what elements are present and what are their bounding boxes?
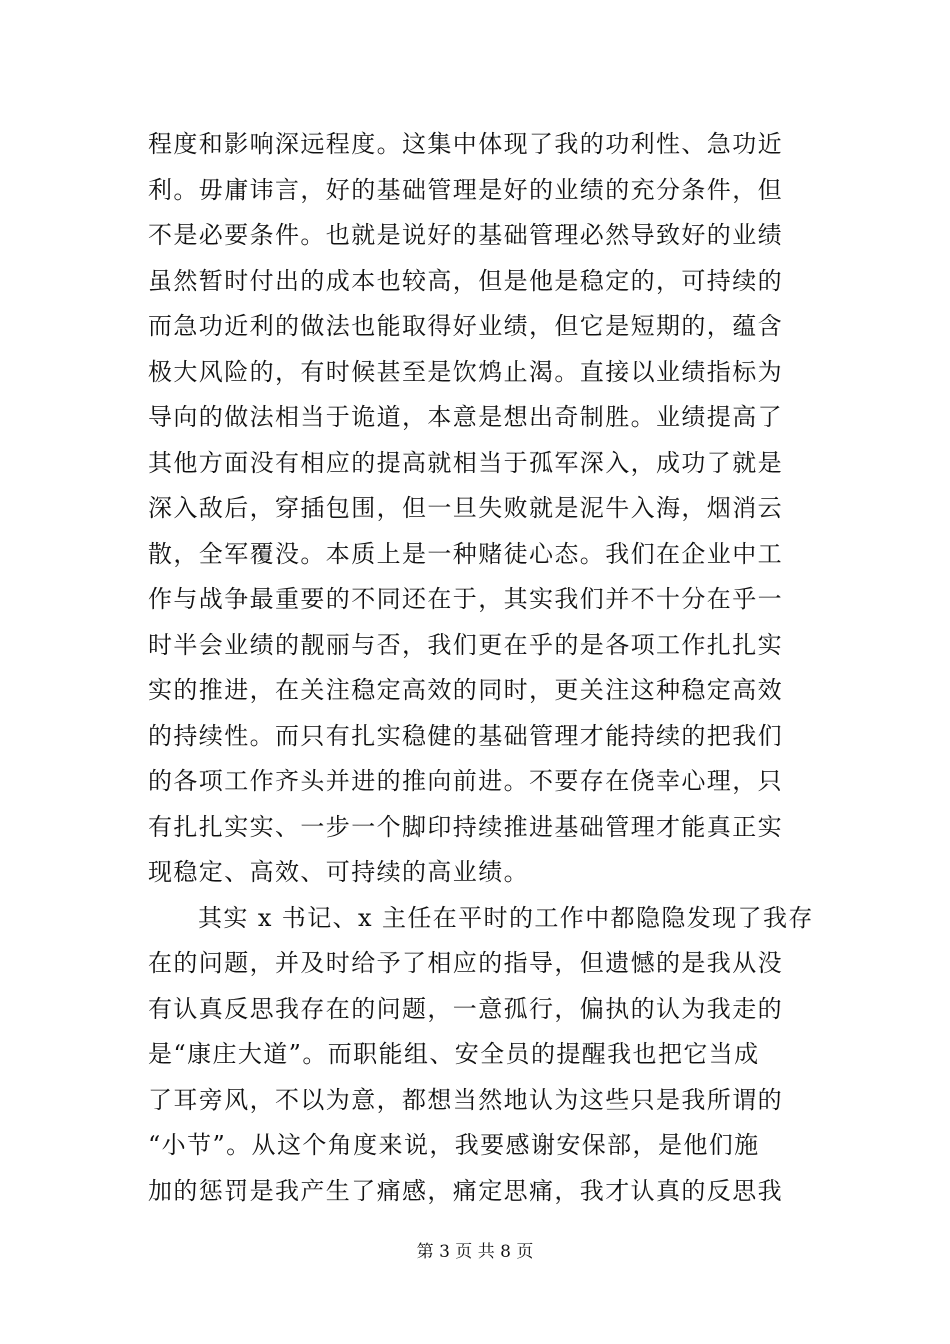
body-text: [148, 122, 814, 1214]
text-line: 程度和影响深远程度。这集中体现了我的功利性、急功近: [148, 130, 783, 158]
text-line: 的各项工作齐头并进的推向前进。不要存在侥幸心理，只: [148, 767, 783, 795]
text-line: 加的惩罚是我产生了痛感，痛定思痛，我才认真的反思我: [148, 1176, 783, 1205]
text-line: 而急功近利的做法也能取得好业绩，但它是短期的，蕴含: [148, 312, 783, 340]
text-line: 不是必要条件。也就是说好的基础管理必然导致好的业绩: [148, 221, 783, 249]
text-line: 极大风险的，有时候甚至是饮鸩止渴。直接以业绩指标为: [148, 357, 783, 386]
text-line: 实的推进，在关注稳定高效的同时，更关注这种稳定高效: [148, 676, 783, 704]
page-footer: 第 3 页 共 8 页: [416, 1242, 534, 1262]
text-line: 在的问题，并及时给予了相应的指导，但遗憾的是我从没: [148, 949, 783, 977]
text-line: 了耳旁风，不以为意，都想当然地认为这些只是我所谓的: [148, 1085, 783, 1114]
text-line: 现稳定、高效、可持续的高业绩。: [148, 858, 529, 886]
text-line: 散，全军覆没。本质上是一种赌徒心态。我们在企业中工: [148, 539, 783, 568]
text-line: 导向的做法相当于诡道，本意是想出奇制胜。业绩提高了: [148, 403, 783, 431]
text-line: 利。毋庸讳言，好的基础管理是好的业绩的充分条件，但: [148, 175, 783, 204]
text-line: 虽然暂时付出的成本也较高，但是他是稳定的，可持续的: [148, 266, 783, 295]
text-line: 深入敌后，穿插包围，但一旦失败就是泥牛入海，烟消云: [148, 494, 783, 522]
text-line: 是“康庄大道”。而职能组、安全员的提醒我也把它当成: [148, 1040, 760, 1068]
text-line: 作与战争最重要的不同还在于，其实我们并不十分在乎一: [148, 585, 783, 613]
text-line: 有扎扎实实、一步一个脚印持续推进基础管理才能真正实: [148, 812, 783, 841]
text-line: 其实 x 书记、x 主任在平时的工作中都隐隐发现了我存: [198, 903, 814, 932]
text-line: 其他方面没有相应的提高就相当于孤军深入，成功了就是: [148, 448, 783, 477]
text-line: 的持续性。而只有扎实稳健的基础管理才能持续的把我们: [148, 721, 783, 750]
text-line: 时半会业绩的靓丽与否，我们更在乎的是各项工作扎扎实: [148, 630, 783, 659]
text-line: “小节”。从这个角度来说，我要感谢安保部，是他们施: [148, 1131, 760, 1159]
text-line: 有认真反思我存在的问题，一意孤行，偏执的认为我走的: [148, 994, 783, 1023]
